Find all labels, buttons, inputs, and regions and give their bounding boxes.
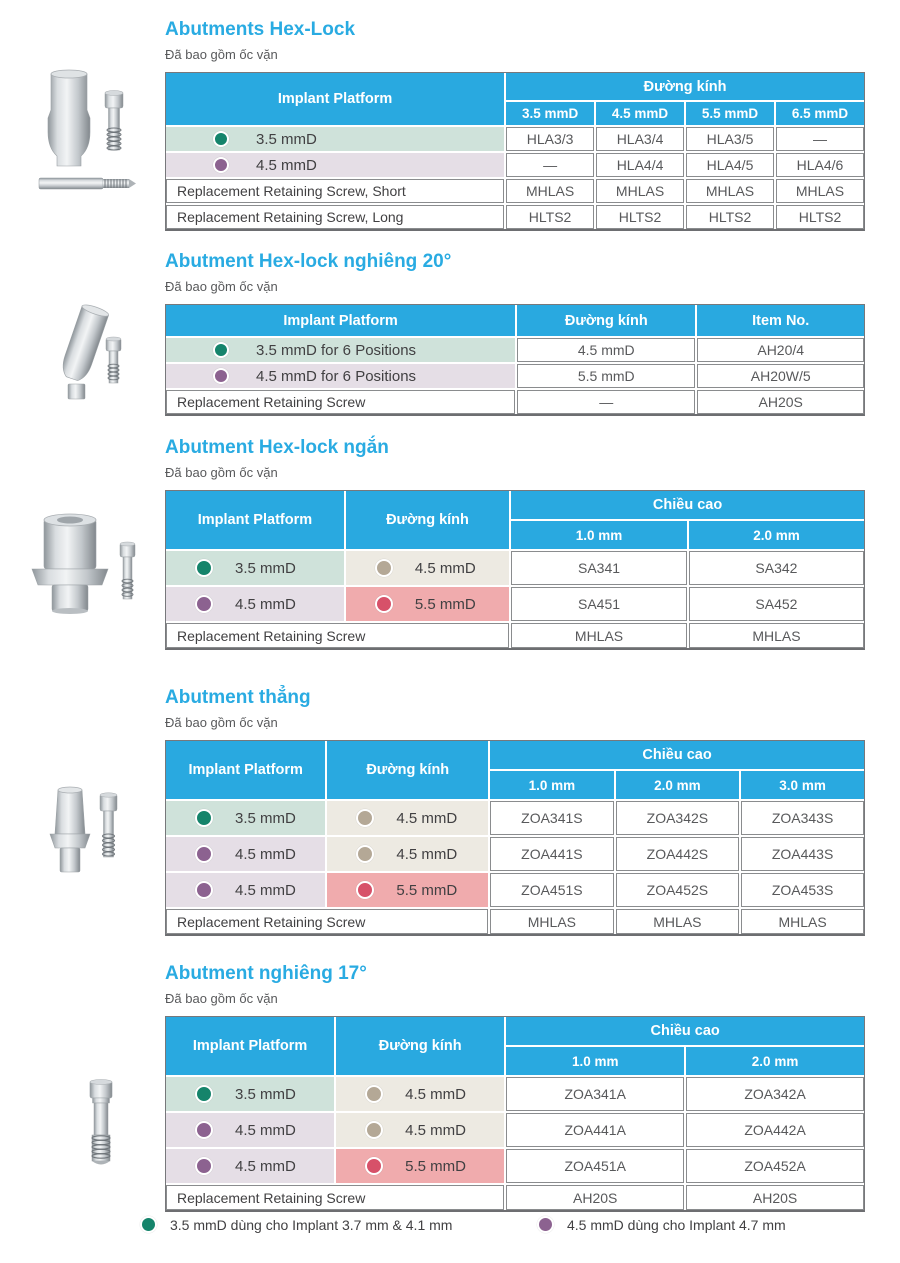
platform-cell	[166, 338, 515, 362]
teal-dot-icon	[195, 809, 213, 827]
hexlock-short-table	[165, 490, 865, 650]
platform-cell	[166, 587, 344, 621]
column-header: Đường kính	[346, 491, 509, 549]
item-code-cell: HLTS2	[686, 205, 774, 229]
replacement-screw-label: Replacement Retaining Screw	[166, 623, 509, 648]
hexlock-20-table	[165, 304, 865, 416]
purple-dot-icon	[537, 1216, 554, 1233]
platform-cell	[327, 801, 488, 835]
section-straight	[165, 686, 865, 936]
legend-item-4-5	[537, 1216, 786, 1233]
hexlock-short-table	[165, 490, 865, 650]
sub-header: 2.0 mm	[686, 1047, 864, 1075]
platform-label: 5.5 mmD	[405, 1157, 466, 1175]
sub-header: 6.5 mmD	[776, 102, 864, 125]
platform-line	[166, 157, 504, 174]
legend-text: 3.5 mmD dùng cho Implant 3.7 mm & 4.1 mm	[170, 1216, 453, 1233]
platform-line	[166, 368, 515, 385]
item-code-cell: —	[776, 127, 864, 151]
item-code-cell: ZOA441A	[506, 1113, 684, 1147]
hexlock-table	[165, 72, 865, 231]
column-header: Implant Platform	[166, 491, 344, 549]
platform-label: 4.5 mmD	[414, 559, 476, 577]
item-code-cell: AH20W/5	[697, 364, 864, 388]
item-code-cell: ZOA442A	[686, 1113, 864, 1147]
platform-line	[346, 559, 509, 577]
angled-17-table	[165, 1016, 865, 1212]
sub-header: 4.5 mmD	[596, 102, 684, 125]
item-code-cell: HLA4/5	[686, 153, 774, 177]
item-code-cell: 4.5 mmD	[517, 338, 695, 362]
sub-header: 2.0 mm	[616, 771, 740, 799]
group-header: Chiều cao	[511, 491, 864, 519]
column-header: Implant Platform	[166, 73, 504, 125]
platform-label: 3.5 mmD	[256, 130, 317, 148]
item-code-cell: 5.5 mmD	[517, 364, 695, 388]
section-hexlock	[165, 18, 865, 231]
platform-line	[336, 1157, 504, 1175]
teal-dot-icon	[140, 1216, 157, 1233]
platform-label: 4.5 mmD	[405, 1121, 466, 1139]
teal-dot-icon	[213, 131, 229, 147]
column-header: Đường kính	[517, 305, 695, 336]
item-code-cell: MHLAS	[596, 179, 684, 203]
column-header: Item No.	[697, 305, 864, 336]
straight-table	[165, 740, 865, 936]
teal-dot-icon	[195, 559, 213, 577]
platform-cell	[166, 1077, 334, 1111]
platform-label: 4.5 mmD	[235, 845, 296, 863]
platform-cell	[166, 801, 325, 835]
item-code-cell: MHLAS	[776, 179, 864, 203]
platform-label: 4.5 mmD	[235, 1157, 296, 1175]
platform-line	[166, 881, 325, 899]
item-code-cell: MHLAS	[616, 909, 740, 934]
beige-dot-icon	[365, 1121, 383, 1139]
angled-20-abutment-photo	[28, 300, 143, 405]
platform-label: 3.5 mmD	[235, 1085, 296, 1103]
item-code-cell: HLA3/4	[596, 127, 684, 151]
platform-label: 5.5 mmD	[396, 881, 458, 899]
group-header: Đường kính	[506, 73, 864, 100]
section-title: Abutment thẳng	[165, 687, 311, 708]
item-code-cell: MHLAS	[686, 179, 774, 203]
beige-dot-icon	[356, 845, 374, 863]
item-code-cell: AH20S	[697, 390, 864, 414]
beige-dot-icon	[356, 809, 374, 827]
section-note: Đã bao gồm ốc vặn	[165, 715, 278, 730]
purple-dot-icon	[213, 157, 229, 173]
item-code-cell: AH20S	[686, 1185, 864, 1210]
platform-line	[166, 845, 325, 863]
item-code-cell: —	[506, 153, 594, 177]
straight-table	[165, 740, 865, 936]
section-title: Abutment nghiêng 17°	[165, 963, 367, 984]
section-note: Đã bao gồm ốc vặn	[165, 279, 278, 294]
sub-header: 3.5 mmD	[506, 102, 594, 125]
hexlock-table	[165, 72, 865, 231]
item-code-cell: ZOA341S	[490, 801, 614, 835]
platform-label: 3.5 mmD for 6 Positions	[256, 341, 417, 359]
item-code-cell: SA342	[689, 551, 864, 585]
platform-line	[336, 1121, 504, 1139]
platform-line	[327, 809, 488, 827]
item-code-cell: ZOA441S	[490, 837, 614, 871]
section-angled-17	[165, 962, 865, 1212]
beige-dot-icon	[365, 1085, 383, 1103]
platform-line	[166, 559, 344, 577]
item-code-cell: HLA3/5	[686, 127, 774, 151]
platform-line	[166, 1157, 334, 1175]
item-code-cell: MHLAS	[741, 909, 864, 934]
item-code-cell: ZOA342S	[616, 801, 740, 835]
item-code-cell: ZOA451A	[506, 1149, 684, 1183]
item-code-cell: ZOA341A	[506, 1077, 684, 1111]
purple-dot-icon	[195, 1157, 213, 1175]
item-code-cell: ZOA443S	[741, 837, 864, 871]
platform-cell	[166, 1113, 334, 1147]
item-code-cell: SA451	[511, 587, 687, 621]
item-code-cell: MHLAS	[511, 623, 687, 648]
platform-cell	[166, 364, 515, 388]
beige-dot-icon	[375, 559, 393, 577]
item-code-cell: MHLAS	[506, 179, 594, 203]
replacement-screw-label: Replacement Retaining Screw	[166, 909, 488, 934]
retaining-screw-photo	[78, 1078, 126, 1170]
short-abutment-photo	[18, 505, 150, 627]
section-note: Đã bao gồm ốc vặn	[165, 991, 278, 1006]
item-code-cell: —	[517, 390, 695, 414]
platform-label: 5.5 mmD	[414, 595, 476, 613]
platform-line	[166, 595, 344, 613]
platform-cell	[166, 127, 504, 151]
section-note: Đã bao gồm ốc vặn	[165, 47, 278, 62]
legend-text: 4.5 mmD dùng cho Implant 4.7 mm	[567, 1216, 786, 1233]
platform-line	[166, 1085, 334, 1103]
platform-line	[327, 881, 488, 899]
hexlock-20-table	[165, 304, 865, 416]
item-code-cell: HLTS2	[596, 205, 684, 229]
item-code-cell: SA341	[511, 551, 687, 585]
platform-label: 4.5 mmD	[396, 845, 458, 863]
teal-dot-icon	[213, 342, 229, 358]
section-hexlock-short	[165, 436, 865, 650]
item-code-cell: ZOA343S	[741, 801, 864, 835]
purple-dot-icon	[213, 368, 229, 384]
platform-line	[336, 1085, 504, 1103]
platform-label: 4.5 mmD	[235, 1121, 296, 1139]
item-code-cell: MHLAS	[689, 623, 864, 648]
platform-label: 4.5 mmD	[235, 595, 296, 613]
platform-line	[166, 809, 325, 827]
platform-label: 4.5 mmD	[396, 809, 458, 827]
item-code-cell: HLA4/6	[776, 153, 864, 177]
platform-cell	[336, 1149, 504, 1183]
section-title: Abutments Hex-Lock	[165, 19, 356, 40]
group-header: Chiều cao	[506, 1017, 864, 1045]
replacement-screw-label: Replacement Retaining Screw, Short	[166, 179, 504, 203]
item-code-cell: ZOA452A	[686, 1149, 864, 1183]
hexlock-abutment-photo	[33, 62, 145, 202]
purple-dot-icon	[195, 881, 213, 899]
replacement-screw-label: Replacement Retaining Screw, Long	[166, 205, 504, 229]
item-code-cell: AH20S	[506, 1185, 684, 1210]
platform-cell	[166, 873, 325, 907]
platform-cell	[327, 873, 488, 907]
platform-cell	[166, 153, 504, 177]
section-note: Đã bao gồm ốc vặn	[165, 465, 278, 480]
item-code-cell: ZOA452S	[616, 873, 740, 907]
platform-cell	[166, 837, 325, 871]
item-code-cell: HLTS2	[776, 205, 864, 229]
platform-line	[346, 595, 509, 613]
platform-cell	[327, 837, 488, 871]
column-header: Đường kính	[336, 1017, 504, 1075]
red-dot-icon	[356, 881, 374, 899]
item-code-cell: MHLAS	[490, 909, 614, 934]
red-dot-icon	[375, 595, 393, 613]
item-code-cell: HLA4/4	[596, 153, 684, 177]
section-hexlock-20	[165, 250, 865, 416]
platform-cell	[336, 1077, 504, 1111]
item-code-cell: ZOA453S	[741, 873, 864, 907]
sub-header: 1.0 mm	[511, 521, 687, 549]
item-code-cell: ZOA451S	[490, 873, 614, 907]
column-header: Đường kính	[327, 741, 488, 799]
replacement-screw-label: Replacement Retaining Screw	[166, 1185, 504, 1210]
platform-line	[327, 845, 488, 863]
platform-label: 3.5 mmD	[235, 559, 296, 577]
teal-dot-icon	[195, 1085, 213, 1103]
item-code-cell: HLA3/3	[506, 127, 594, 151]
platform-cell	[346, 587, 509, 621]
section-title: Abutment Hex-lock nghiêng 20°	[165, 251, 452, 272]
section-title: Abutment Hex-lock ngắn	[165, 437, 389, 458]
item-code-cell: SA452	[689, 587, 864, 621]
purple-dot-icon	[195, 1121, 213, 1139]
platform-cell	[166, 551, 344, 585]
platform-label: 4.5 mmD	[405, 1085, 466, 1103]
platform-cell	[346, 551, 509, 585]
replacement-screw-label: Replacement Retaining Screw	[166, 390, 515, 414]
item-code-cell: AH20/4	[697, 338, 864, 362]
red-dot-icon	[365, 1157, 383, 1175]
platform-label: 4.5 mmD	[235, 881, 296, 899]
sub-header: 2.0 mm	[689, 521, 864, 549]
platform-cell	[336, 1113, 504, 1147]
straight-abutment-photo	[28, 782, 140, 894]
platform-cell	[166, 1149, 334, 1183]
item-code-cell: HLTS2	[506, 205, 594, 229]
item-code-cell: ZOA442S	[616, 837, 740, 871]
sub-header: 3.0 mm	[741, 771, 864, 799]
purple-dot-icon	[195, 595, 213, 613]
platform-label: 4.5 mmD for 6 Positions	[256, 367, 417, 385]
item-code-cell: ZOA342A	[686, 1077, 864, 1111]
platform-line	[166, 342, 515, 359]
platform-label: 3.5 mmD	[235, 809, 296, 827]
sub-header: 1.0 mm	[490, 771, 614, 799]
group-header: Chiều cao	[490, 741, 864, 769]
platform-line	[166, 1121, 334, 1139]
column-header: Implant Platform	[166, 305, 515, 336]
sub-header: 5.5 mmD	[686, 102, 774, 125]
platform-line	[166, 131, 504, 148]
legend-item-3-5	[140, 1216, 452, 1233]
sub-header: 1.0 mm	[506, 1047, 684, 1075]
column-header: Implant Platform	[166, 1017, 334, 1075]
angled-17-table	[165, 1016, 865, 1212]
column-header: Implant Platform	[166, 741, 325, 799]
purple-dot-icon	[195, 845, 213, 863]
platform-label: 4.5 mmD	[256, 156, 317, 174]
